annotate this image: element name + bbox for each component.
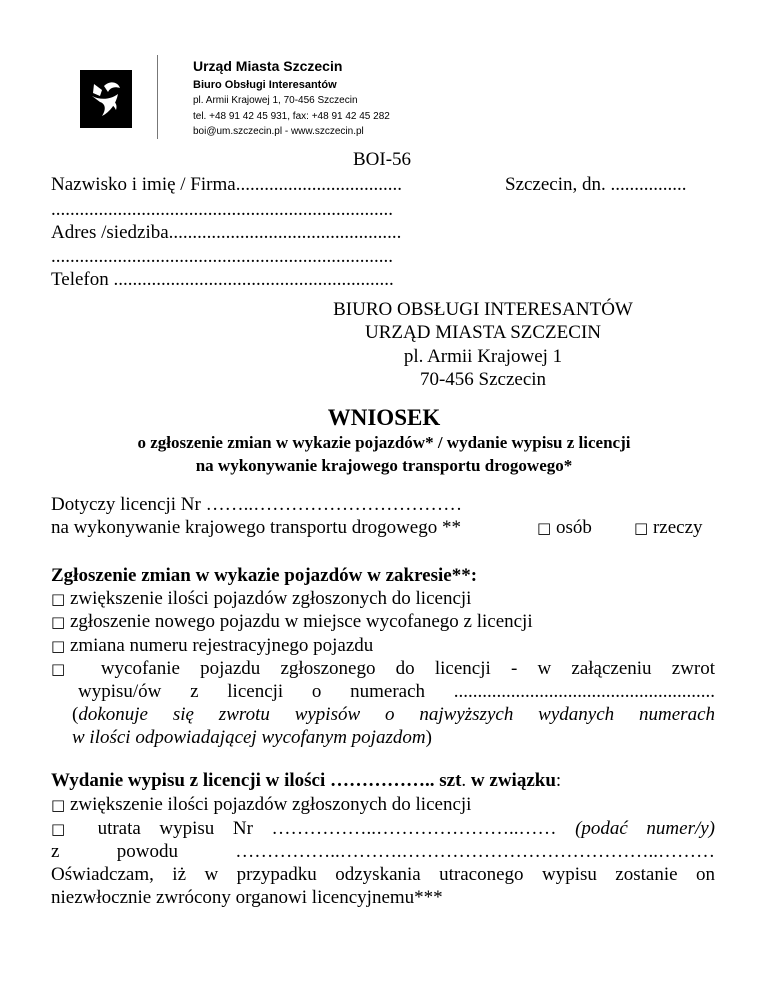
change-option-withdrawal[interactable] [51,658,715,680]
checkbox[interactable]: □ [51,637,66,655]
applicant-blank-line: ........................................................................ [51,199,393,220]
persons-checkbox[interactable]: □ [537,519,552,537]
office-email-web: boi@um.szczecin.pl - www.szczecin.pl [193,126,364,137]
document-title: WNIOSEK [327,405,441,430]
issue-option-loss[interactable] [51,818,715,840]
header-divider [157,55,158,139]
loss-reason-field: z powodu ……………..……….…………………………………..……… [51,841,715,862]
bureau-name: Biuro Obsługi Interesantów [193,79,337,91]
issue-option-increase-label: zwiększenie ilości pojazdów zgłoszonych do licencji [69,794,472,815]
document-subtitle-line-1: o zgłoszenie zmian w wykazie pojazdów* / wydanie wypisu z licencji [137,433,631,452]
applicant-address-field: Adres /siedziba................................................. [51,222,402,243]
issue-option-loss-label: utrata wypisu Nr ……………..…………………..…… [97,818,557,839]
recipient-line-3: pl. Armii Krajowej 1 [403,346,563,367]
checkbox[interactable]: □ [51,613,66,631]
recipient-line-2: URZĄD MIASTA SZCZECIN [365,322,601,343]
checkbox[interactable]: □ [51,590,66,608]
change-option-withdrawal-label: wycofanie pojazdu zgłoszonego do licencji - w załączeniu zwrot [100,658,716,679]
city-logo [80,70,132,128]
office-address: pl. Armii Krajowej 1, 70-456 Szczecin [193,95,358,106]
issue-option-loss-hint: (podać numer/y) [575,818,715,839]
change-option-new-vehicle-label: zgłoszenie nowego pojazdu w miejsce wycofanego z licencji [69,611,533,632]
changes-heading: Zgłoszenie zmian w wykazie pojazdów w zakresie**: [51,565,478,586]
change-option-new-vehicle[interactable] [51,611,533,633]
option-persons[interactable] [537,517,592,539]
withdrawal-note-line-2: w ilości odpowiadającej wycofanym pojazdom) [72,727,432,748]
goods-label: rzeczy [652,517,703,538]
license-number-field: Dotyczy licencji Nr ……..…………………………… [51,494,463,515]
transport-type-label: na wykonywanie krajowego transportu drogowego ** [51,517,461,538]
applicant-phone-field: Telefon ........................................................... [51,269,394,290]
checkbox[interactable]: □ [51,820,79,838]
change-option-registration-label: zmiana numeru rejestracyjnego pojazdu [69,635,374,656]
change-option-increase[interactable] [51,588,471,610]
withdrawal-note-line-1: (dokonuje się zwrotu wypisów o najwyższych wydanych numerach [72,704,715,725]
form-code: BOI-56 [353,149,412,170]
change-option-registration[interactable] [51,635,373,657]
checkbox[interactable]: □ [51,660,81,678]
declaration-line-2: niezwłocznie zwrócony organowi licencyjnemu*** [51,887,443,908]
office-contact: tel. +48 91 42 45 931, fax: +48 91 42 45 282 [193,111,390,122]
issue-heading: Wydanie wypisu z licencji w ilości …………….. szt. w związku: [51,770,562,791]
applicant-address-blank-line: ........................................................................ [51,246,393,267]
persons-label: osób [555,517,592,538]
withdrawal-numbers-field: wypisu/ów z licencji o numerach ....................................................... [78,681,715,702]
applicant-name-field: Nazwisko i imię / Firma................................... [51,174,402,195]
change-option-increase-label: zwiększenie ilości pojazdów zgłoszonych do licencji [69,588,472,609]
document-subtitle-line-2: na wykonywanie krajowego transportu drogowego* [195,456,573,475]
recipient-line-1: BIURO OBSŁUGI INTERESANTÓW [333,299,633,320]
option-goods[interactable] [634,517,703,539]
goods-checkbox[interactable]: □ [634,519,649,537]
checkbox[interactable]: □ [51,796,66,814]
office-name: Urząd Miasta Szczecin [193,58,343,74]
issue-option-increase[interactable] [51,794,471,816]
szczecin-griffin-logo-icon [80,70,132,128]
declaration-line-1: Oświadczam, iż w przypadku odzyskania utraconego wypisu zostanie on [51,864,715,885]
place-date-field: Szczecin, dn. ................ [505,174,687,195]
recipient-line-4: 70-456 Szczecin [419,369,547,390]
